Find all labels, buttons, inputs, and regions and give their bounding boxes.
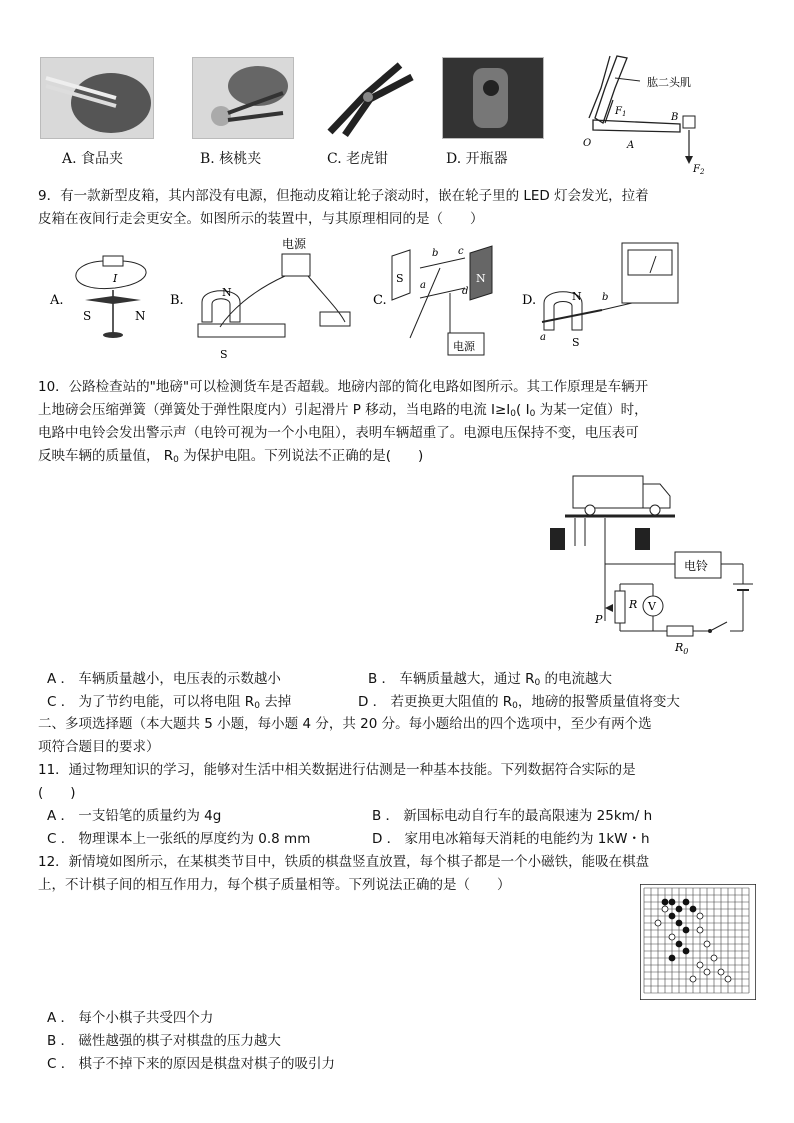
q11-line2: ( ) <box>38 785 76 801</box>
caption-c: C. 老虎钳 <box>327 151 389 167</box>
q12-option-a[interactable]: A ． 每个小棋子共受四个力 <box>47 1010 214 1026</box>
q9-line1: 9．有一款新型皮箱，其内部没有电源，但拖动皮箱让轮子滚动时，嵌在轮子里的 LED 灯会发光，拉着 <box>38 188 649 204</box>
fig-c-s: S <box>396 272 404 285</box>
nutcracker-photo <box>192 57 294 139</box>
fig-d-s: S <box>572 336 580 349</box>
section2-line2: 项符合题目的要求） <box>38 739 160 755</box>
q12-option-b[interactable]: B ． 磁性越强的棋子对棋盘的压力越大 <box>47 1033 281 1049</box>
go-stone <box>669 913 675 919</box>
q9-figure-a <box>45 238 165 348</box>
q11-option-a[interactable]: A ． 一支铅笔的质量约为 4g <box>47 808 222 824</box>
fig-c-b: b <box>432 248 439 259</box>
go-stone <box>683 927 689 933</box>
q10-line2: 上地磅会压缩弹簧（弹簧处于弹性限度内）引起滑片 P 移动，当电路的电流 $I\ge I_0$( $I_0$ 为某一定值）时， <box>38 402 648 419</box>
go-stone <box>676 906 682 912</box>
fig-b-power: 电源 <box>282 237 307 251</box>
q11-line1: 11．通过物理知识的学习，能够对生活中相关数据进行估测是一种基本技能。下列数据符合实际的是 <box>38 762 636 778</box>
pliers-photo <box>320 57 420 137</box>
nutcracker-icon <box>193 58 293 138</box>
go-stone <box>690 906 696 912</box>
go-stone <box>662 906 668 912</box>
bottle-opener-photo <box>442 57 544 139</box>
q10-line4: 反映车辆的质量值， $R_0$ 为保护电阻。下列说法不正确的是( ) <box>38 448 424 465</box>
arm-f2-label: $F_2$ <box>693 164 705 176</box>
r0-label: $R_0$ <box>675 641 689 656</box>
q10-option-d[interactable]: D ． 若更换更大阻值的 $R_0$，地磅的报警质量值将变大 <box>358 694 680 711</box>
food-tongs-photo <box>40 57 154 139</box>
caption-b: B. 核桃夹 <box>200 151 262 167</box>
arm-lever-diagram <box>575 48 715 178</box>
go-stone <box>655 920 661 926</box>
go-stone <box>683 899 689 905</box>
go-stone <box>690 976 696 982</box>
go-stone <box>697 927 703 933</box>
arm-o-label: O <box>583 138 592 149</box>
go-stone <box>718 969 724 975</box>
q10-line1: 10．公路检查站的"地磅"可以检测货车是否超载。地磅内部的简化电路如图所示。其工作原理是车辆开 <box>38 379 649 395</box>
fig-c-n: N <box>476 272 486 285</box>
fig-d-b: b <box>602 292 609 303</box>
p-label: P <box>595 613 603 626</box>
fig-c-a: a <box>420 280 426 291</box>
go-stone <box>669 955 675 961</box>
q10-line3: 电路中电铃会发出警示声（电铃可视为一个小电阻），表明车辆超重了。电源电压保持不变，电压表可 <box>38 425 639 441</box>
fig-a-label: A. <box>50 293 64 308</box>
fig-d-a: a <box>540 332 546 343</box>
voltmeter-label: V <box>648 600 656 613</box>
q11-option-d[interactable]: D ． 家用电冰箱每天消耗的电能约为 1kW・h <box>372 831 650 847</box>
pliers-icon <box>320 57 420 137</box>
q11-option-c[interactable]: C ． 物理课本上一张纸的厚度约为 0.8 mm <box>47 831 311 847</box>
fig-a-current: I <box>113 272 118 285</box>
go-stone <box>683 948 689 954</box>
q9-figure-b <box>170 232 370 362</box>
q9-line2: 皮箱在夜间行走会更安全。如图所示的装置中，与其原理相同的是（ ） <box>38 211 484 227</box>
q9-figure-d <box>522 238 682 353</box>
fig-d-n: N <box>572 290 582 303</box>
go-stone <box>662 899 668 905</box>
arm-b-label: B <box>671 112 679 123</box>
r-label: R <box>629 598 638 611</box>
fig-c-c: c <box>458 246 464 257</box>
caption-d: D. 开瓶器 <box>446 151 508 167</box>
q11-option-b[interactable]: B ． 新国标电动自行车的最高限速为 25km/ h <box>372 808 653 824</box>
arm-a-label: A <box>627 140 635 151</box>
arm-f1-label: $F_1$ <box>615 106 627 118</box>
go-stone <box>704 941 710 947</box>
caption-a: A. 食品夹 <box>62 151 124 167</box>
q12-option-c[interactable]: C ． 棋子不掉下来的原因是棋盘对棋子的吸引力 <box>47 1056 336 1072</box>
section2-line1: 二、多项选择题（本大题共 5 小题，每小题 4 分，共 20 分。每小题给出的四个选项中，至少有两个选 <box>38 716 652 732</box>
fig-c-label: C. <box>373 293 387 308</box>
go-stone <box>676 941 682 947</box>
go-stone <box>704 969 710 975</box>
go-stone <box>697 962 703 968</box>
fig-c-power: 电源 <box>453 340 475 353</box>
go-board-image <box>640 884 756 1000</box>
q10-option-b[interactable]: B ． 车辆质量越大，通过 $R_0$ 的电流越大 <box>368 671 613 688</box>
food-tongs-icon <box>41 58 153 138</box>
fig-a-n: N <box>135 309 146 323</box>
fig-a-s: S <box>83 309 92 323</box>
bell-label: 电铃 <box>684 559 709 573</box>
fig-b-s: S <box>220 348 228 361</box>
go-stone <box>669 934 675 940</box>
go-stone <box>676 920 682 926</box>
fig-c-d: d <box>462 286 469 297</box>
q10-option-c[interactable]: C ． 为了节约电能，可以将电阻 $R_0$ 去掉 <box>47 694 292 711</box>
arm-muscle-label: 肱二头肌 <box>647 76 691 89</box>
fig-b-label: B. <box>170 293 184 308</box>
go-stone <box>669 899 675 905</box>
go-stone <box>697 913 703 919</box>
weighbridge-circuit <box>545 466 760 661</box>
bottle-opener-icon <box>443 58 543 138</box>
q9-figure-c <box>370 238 520 363</box>
fig-d-label: D. <box>522 293 537 308</box>
fig-b-n: N <box>222 286 232 299</box>
q12-line2: 上，不计棋子间的相互作用力，每个棋子质量相等。下列说法正确的是（ ） <box>38 877 511 893</box>
go-stone <box>725 976 731 982</box>
q10-option-a[interactable]: A ． 车辆质量越小，电压表的示数越小 <box>47 671 281 687</box>
q12-line1: 12．新情境如图所示，在某棋类节目中，铁质的棋盘竖直放置，每个棋子都是一个小磁铁，能吸在棋盘 <box>38 854 650 870</box>
go-stone <box>711 955 717 961</box>
